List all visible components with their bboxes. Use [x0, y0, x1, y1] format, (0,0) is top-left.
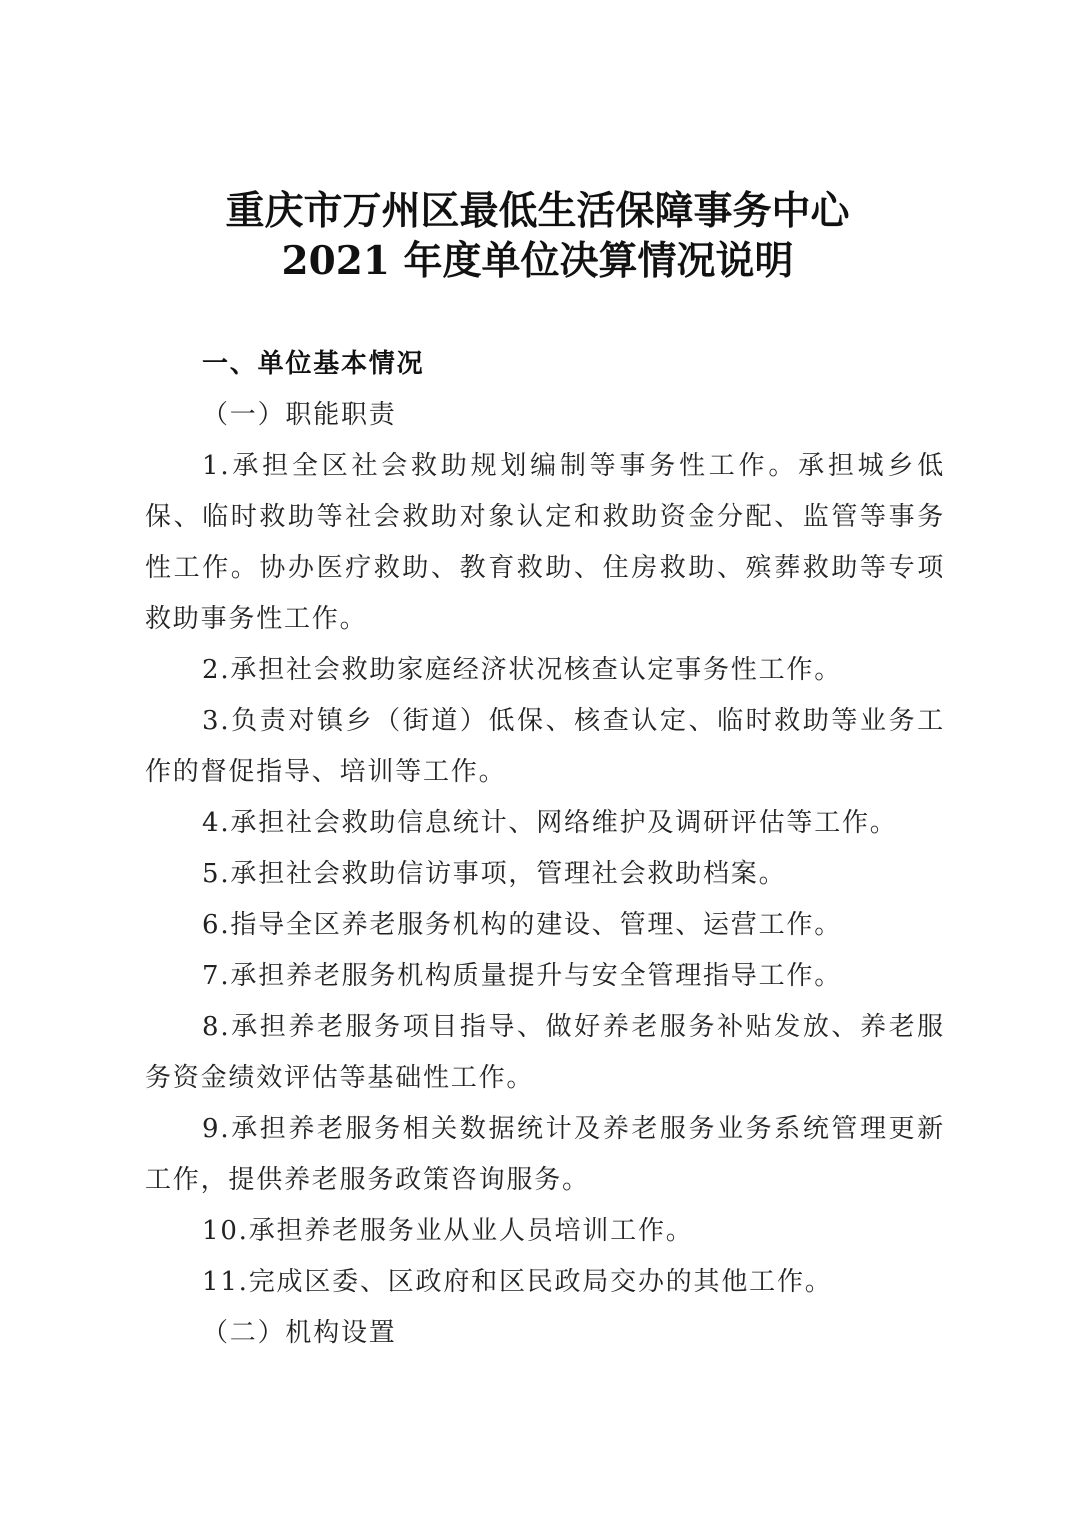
duty-item-4: 4.承担社会救助信息统计、网络维护及调研评估等工作。	[202, 808, 898, 838]
subsection-heading-functions: （一）职能职责	[202, 400, 397, 430]
duty-item-11: 11.完成区委、区政府和区民政局交办的其他工作。	[202, 1267, 833, 1297]
document-body	[145, 339, 945, 1359]
duty-item-5: 5.承担社会救助信访事项，管理社会救助档案。	[202, 859, 787, 889]
duty-item-1: 1.承担全区社会救助规划编制等事务性工作。承担城乡低保、临时救助等社会救助对象认定和救助资金分配、监管等事务性工作。协办医疗救助、教育救助、住房救助、殡葬救助等专项救助事务性工作。	[145, 451, 945, 634]
duty-item-9: 9.承担养老服务相关数据统计及养老服务业务系统管理更新工作，提供养老服务政策咨询服务。	[145, 1114, 945, 1195]
duty-item-7: 7.承担养老服务机构质量提升与安全管理指导工作。	[202, 961, 843, 991]
duty-item-8: 8.承担养老服务项目指导、做好养老服务补贴发放、养老服务资金绩效评估等基础性工作。	[145, 1012, 945, 1093]
document-title-line-2: 2021 年度单位决算情况说明	[281, 238, 794, 284]
document-title-line-1: 重庆市万州区最低生活保障事务中心	[225, 188, 850, 234]
duty-item-2: 2.承担社会救助家庭经济状况核查认定事务性工作。	[202, 655, 843, 685]
duty-item-10: 10.承担养老服务业从业人员培训工作。	[202, 1216, 694, 1246]
section-heading-unit-basic-info: 一、单位基本情况	[202, 349, 425, 379]
duty-item-3: 3.负责对镇乡（街道）低保、核查认定、临时救助等业务工作的督促指导、培训等工作。	[145, 706, 945, 787]
subsection-heading-organization: （二）机构设置	[202, 1318, 397, 1348]
duty-item-6: 6.指导全区养老服务机构的建设、管理、运营工作。	[202, 910, 843, 940]
